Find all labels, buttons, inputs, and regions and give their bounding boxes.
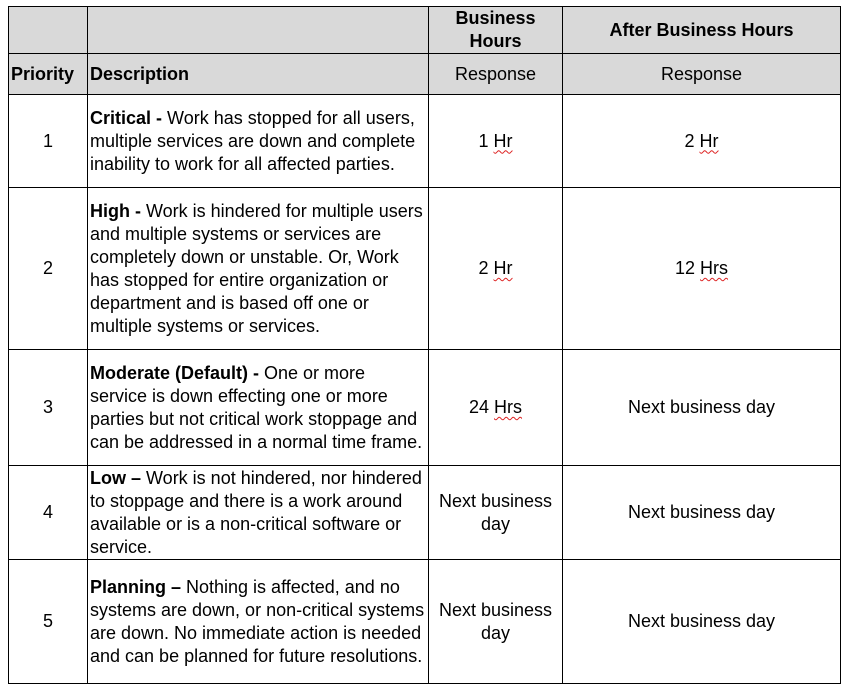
business-response-value: 1 <box>478 130 489 151</box>
business-response-unit: Hrs <box>494 397 523 417</box>
after-response-cell <box>563 95 841 188</box>
business-response-value: 24 <box>468 397 489 417</box>
priority-description: One or more service is down effecting one or more parties but not critical work stoppage and can be addressed in a normal time frame. <box>90 362 423 452</box>
priority-title: Moderate (Default) - <box>90 362 260 383</box>
priority-description: Work is hindered for multiple users and multiple systems or services are completely down or unstable. Or, Work has stopped for entire organization or department and is based off one or multiple systems or services. <box>90 200 423 336</box>
table-row <box>9 350 841 466</box>
header-description: Description <box>88 54 429 95</box>
header-empty-description <box>88 7 429 54</box>
business-response-cell <box>429 95 563 188</box>
header-row-top <box>9 7 841 54</box>
after-response-cell: Next business day <box>563 466 841 560</box>
header-empty-priority <box>9 7 88 54</box>
priority-title: Planning – <box>90 576 182 597</box>
table-row <box>9 95 841 188</box>
header-after-hours: After Business Hours <box>563 7 841 54</box>
business-response-cell: Next business day <box>429 466 563 560</box>
business-response-cell <box>429 350 563 466</box>
description-cell <box>88 466 429 560</box>
after-response-cell: Next business day <box>563 350 841 466</box>
business-response-cell <box>429 188 563 350</box>
after-response-value: 12 <box>674 258 695 278</box>
after-response-unit: Hr <box>699 130 719 151</box>
header-business-hours: Business Hours <box>429 7 563 54</box>
business-response-unit: Hr <box>493 258 513 278</box>
table-row <box>9 466 841 560</box>
business-response-unit: Hr <box>493 130 513 151</box>
priority-cell: 4 <box>9 466 88 560</box>
after-response-cell: Next business day <box>563 560 841 684</box>
table-row <box>9 560 841 684</box>
header-row-bottom <box>9 54 841 95</box>
priority-response-table <box>8 6 841 684</box>
description-cell <box>88 560 429 684</box>
priority-cell: 2 <box>9 188 88 350</box>
priority-description: Work is not hindered, nor hindered to stoppage and there is a work around available or is a non-critical software or service. <box>90 467 422 557</box>
priority-title: High - <box>90 200 141 221</box>
after-response-value: 2 <box>684 130 695 151</box>
after-response-unit: Hrs <box>700 258 729 278</box>
priority-title: Low – <box>90 467 142 488</box>
header-response-after: Response <box>563 54 841 95</box>
description-cell <box>88 95 429 188</box>
header-priority: Priority <box>9 54 88 95</box>
priority-cell: 1 <box>9 95 88 188</box>
priority-description: Work has stopped for all users, multiple services are down and complete inability to work for all affected parties. <box>90 107 416 174</box>
after-response-cell <box>563 188 841 350</box>
description-cell <box>88 188 429 350</box>
priority-description: Nothing is affected, and no systems are down, or non-critical systems are down. No immediate action is needed and can be planned for future resolutions. <box>90 576 425 666</box>
header-response-business: Response <box>429 54 563 95</box>
priority-cell: 3 <box>9 350 88 466</box>
description-cell <box>88 350 429 466</box>
table-row <box>9 188 841 350</box>
priority-title: Critical - <box>90 107 163 128</box>
business-response-cell: Next business day <box>429 560 563 684</box>
priority-cell: 5 <box>9 560 88 684</box>
business-response-value: 2 <box>478 258 489 278</box>
